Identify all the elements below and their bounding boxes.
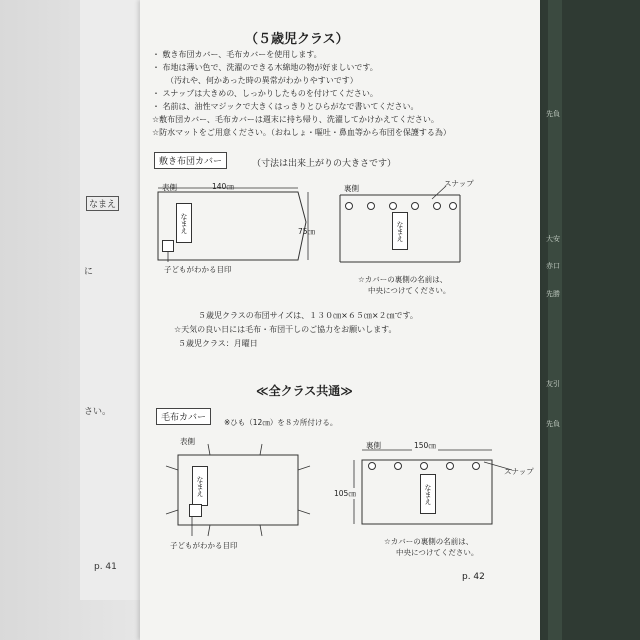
- blanket-mark-square: [189, 504, 202, 517]
- futon-back-name-tag: なまえ: [392, 212, 408, 250]
- futon-front-label: 表側: [162, 183, 177, 192]
- snap-dot: [367, 202, 375, 210]
- board-text-3: 赤口: [546, 262, 560, 270]
- snap-dot: [420, 462, 428, 470]
- common-title: ≪全クラス共通≫: [256, 384, 353, 398]
- blanket-back-label: 裏側: [366, 441, 381, 450]
- futon-back-label: 裏側: [344, 184, 359, 193]
- blanket-back-note-2: 中央につけてください。: [396, 548, 479, 557]
- futon-back-note-2: 中央につけてください。: [368, 286, 451, 295]
- futon-sun-line: ☆天気の良い日には毛布・布団干しのご協力をお願いします。: [174, 325, 397, 334]
- blanket-note: ※ひも（12㎝）を８カ所付ける。: [224, 418, 338, 427]
- board-text-1: 先負: [546, 110, 560, 118]
- bullet-1: ・ 敷き布団カバー、毛布カバーを使用します。: [152, 50, 322, 59]
- left-name-tag: なまえ: [86, 196, 119, 211]
- blanket-height-label: 105㎝: [334, 489, 356, 498]
- page-title: （５歳児クラス）: [245, 32, 349, 47]
- bullet-2: ・ 布地は薄い色で、洗濯のできる木綿地の物が好ましいです。: [152, 63, 378, 72]
- board-text-4: 先勝: [546, 290, 560, 298]
- blanket-snap-label: スナップ: [504, 467, 534, 476]
- bullet-3: （汚れや、何かあった時の異常がわかりやすいです）: [166, 76, 358, 85]
- blanket-mark-caption: 子どもがわかる目印: [170, 541, 238, 550]
- blanket-back-name-tag: なまえ: [420, 474, 436, 514]
- futon-day-line: ５歳児クラス：月曜日: [178, 339, 258, 348]
- board-stripe: [548, 0, 562, 640]
- left-page: [80, 0, 140, 600]
- snap-dot: [433, 202, 441, 210]
- snap-dot: [394, 462, 402, 470]
- futon-note: （寸法は出来上がりの大きさです）: [252, 159, 397, 169]
- section-blanket-cover: 毛布カバー: [156, 408, 211, 425]
- snap-dot: [446, 462, 454, 470]
- bullet-7: ☆防水マットをご用意ください。（おねしょ・嘔吐・鼻血等から布団を保護する為）: [152, 128, 451, 137]
- right-page-number: p. 42: [462, 572, 485, 582]
- snap-dot: [449, 202, 457, 210]
- bullet-6: ☆敷布団カバー、毛布カバーは週末に持ち帰り、洗濯してかけかえてください。: [152, 115, 439, 124]
- snap-dot: [368, 462, 376, 470]
- futon-height-label: 75㎝: [298, 227, 316, 236]
- futon-snap-label: スナップ: [444, 179, 474, 188]
- snap-dot: [472, 462, 480, 470]
- blanket-name-tag: なまえ: [192, 466, 208, 506]
- bullet-5: ・ 名前は、油性マジックで大きくはっきりとひらがなで書いてください。: [152, 102, 419, 111]
- snap-dot: [389, 202, 397, 210]
- futon-name-tag: なまえ: [176, 203, 192, 243]
- blanket-back-note-1: ☆カバーの裏側の名前は、: [384, 537, 474, 546]
- background-board: [540, 0, 640, 640]
- futon-mark-square: [162, 240, 174, 252]
- board-text-6: 先負: [546, 420, 560, 428]
- bullet-4: ・ スナップは大きめの、しっかりしたものを付けてください。: [152, 89, 378, 98]
- section-futon-cover: 敷き布団カバー: [154, 152, 227, 169]
- left-page-number: p. 41: [94, 562, 117, 572]
- futon-width-label: 140㎝: [212, 182, 234, 191]
- blanket-width-label: 150㎝: [414, 441, 436, 450]
- right-page: [140, 0, 540, 640]
- snap-dot: [411, 202, 419, 210]
- futon-back-note-1: ☆カバーの裏側の名前は、: [358, 275, 448, 284]
- futon-size-line: ５歳児クラスの布団サイズは、１３０㎝×６５㎝×２㎝です。: [198, 311, 418, 320]
- board-text-2: 大安: [546, 235, 560, 243]
- futon-mark-caption: 子どもがわかる目印: [164, 265, 232, 274]
- left-label-sai: さい。: [84, 407, 112, 417]
- left-label-ni: に: [84, 267, 94, 277]
- blanket-front-label: 表側: [180, 437, 195, 446]
- board-text-5: 友引: [546, 380, 560, 388]
- snap-dot: [345, 202, 353, 210]
